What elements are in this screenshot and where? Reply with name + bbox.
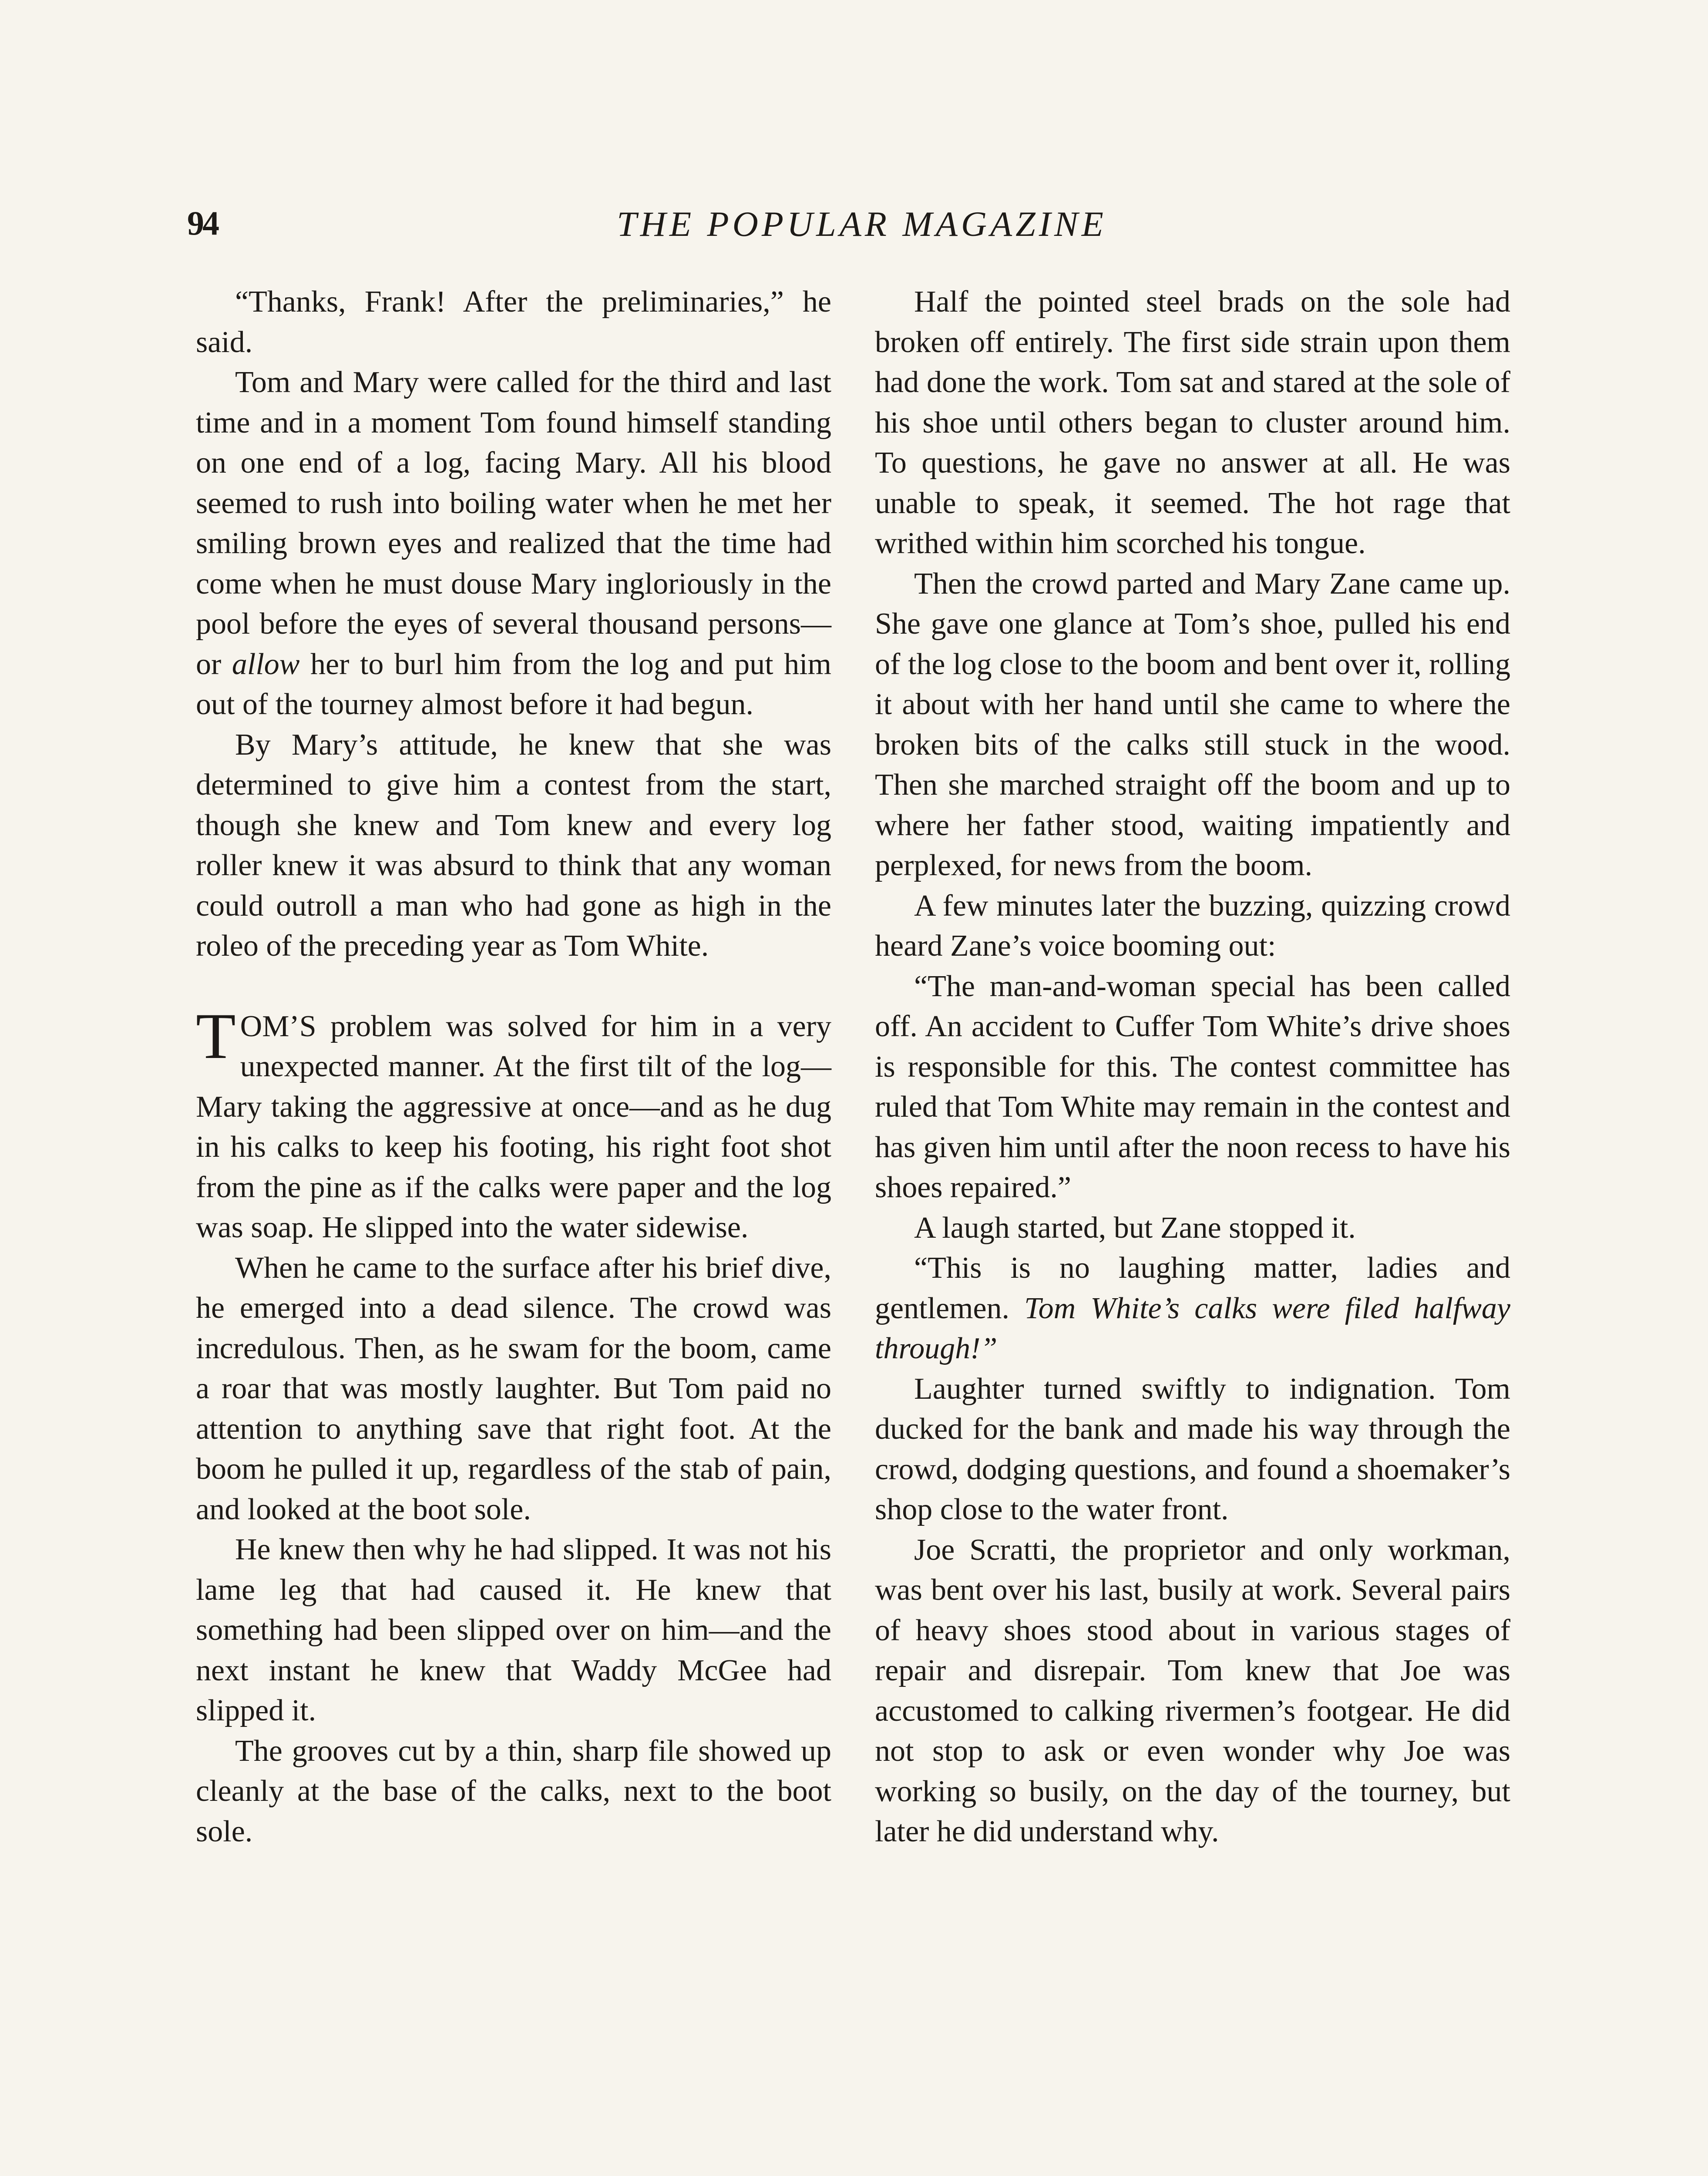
paragraph: “The man-and-woman special has been called off. An accident to Cuffer Tom White’s drive shoes is responsible for this. The contest committee has ruled that Tom White may remain in the contest and has given him until after the noon recess to have his shoes repaired.” [875, 969, 1510, 1204]
running-title: THE POPULAR MAGAZINE [617, 204, 1107, 244]
paragraph: Half the pointed steel brads on the sole had broken off entirely. The first side strain upon them had done the work. Tom sat and stared at the sole of his shoe until others began to cluster around him. To questions, he gave no answer at all. He was unable to speak, it seemed. The hot rage that writhed within him scorched his tongue. [875, 285, 1510, 560]
left-column [196, 282, 831, 1852]
paragraph: The grooves cut by a thin, sharp file showed up cleanly at the base of the calks, next to the boot sole. [196, 1734, 831, 1848]
emphasis: Tom White’s calks were filed halfway through!” [875, 1291, 1510, 1365]
paragraph: A laugh started, but Zane stopped it. [914, 1211, 1356, 1245]
paragraph: Laughter turned swiftly to indignation. Tom ducked for the bank and made his way through the crowd, dodging questions, and found a shoemaker’s shop close to the water front. [875, 1372, 1510, 1526]
paragraph: Tom and Mary were called for the third and last time and in a moment Tom found himself standing on one end of a log, facing Mary. All his blood seemed to rush into boiling water when he met her smiling brown eyes and realized that the time had come when he must douse Mary ingloriously in the pool before the eyes of several thousand persons—or allow her to burl him from the log and put him out of the tourney almost before it had begun. [196, 366, 831, 721]
paragraph: Then the crowd parted and Mary Zane came up. She gave one glance at Tom’s shoe, pulled his end of the log close to the boom and bent over it, rolling it about with her hand until she came to where the broken bits of the calks still stuck in the wood. Then she marched straight off the boom and up to where her father stood, waiting impatiently and perplexed, for news from the boom. [875, 567, 1510, 882]
section-opening-paragraph: TOM’S problem was solved for him in a very unexpected manner. At the first tilt of the log—Mary taking the aggressive at once—and as he dug in his calks to keep his footing, his right foot shot from the pine as if the calks were paper and the log was soap. He slipped into the water sidewise. [196, 1000, 831, 1244]
right-column [875, 282, 1510, 1852]
paragraph: “This is no laughing matter, ladies and gentlemen. Tom White’s calks were filed halfway through!” [875, 1251, 1510, 1365]
drop-cap: T [196, 1000, 236, 1072]
paragraph: A few minutes later the buzzing, quizzing crowd heard Zane’s voice booming out: [875, 889, 1510, 963]
paragraph: Joe Scratti, the proprietor and only workman, was bent over his last, busily at work. Several pairs of heavy shoes stood about in various stages of repair and disrepair. Tom knew that Joe was accustomed to calking rivermen’s footgear. He did not stop to ask or even wonder why Joe was working so busily, on the day of the tourney, but later he did understand why. [875, 1533, 1510, 1848]
paragraph: He knew then why he had slipped. It was not his lame leg that had caused it. He knew that something had been slipped over on him—and the next instant he knew that Waddy McGee had slipped it. [196, 1533, 831, 1727]
paragraph: By Mary’s attitude, he knew that she was determined to give him a contest from the start, though she knew and Tom knew and every log roller knew it was absurd to think that any woman could outroll a man who had gone as high in the roleo of the preceding year as Tom White. [196, 728, 831, 963]
emphasis: allow [232, 647, 300, 681]
paragraph: When he came to the surface after his brief dive, he emerged into a dead silence. The crowd was incredulous. Then, as he swam for the boom, came a roar that was mostly laughter. But Tom paid no attention to anything save that right foot. At the boom he pulled it up, regardless of the stab of pain, and looked at the boot sole. [196, 1251, 831, 1526]
paragraph: “Thanks, Frank! After the preliminaries,” he said. [196, 285, 831, 359]
page-number: 94 [187, 204, 218, 242]
page-header [187, 204, 1537, 256]
